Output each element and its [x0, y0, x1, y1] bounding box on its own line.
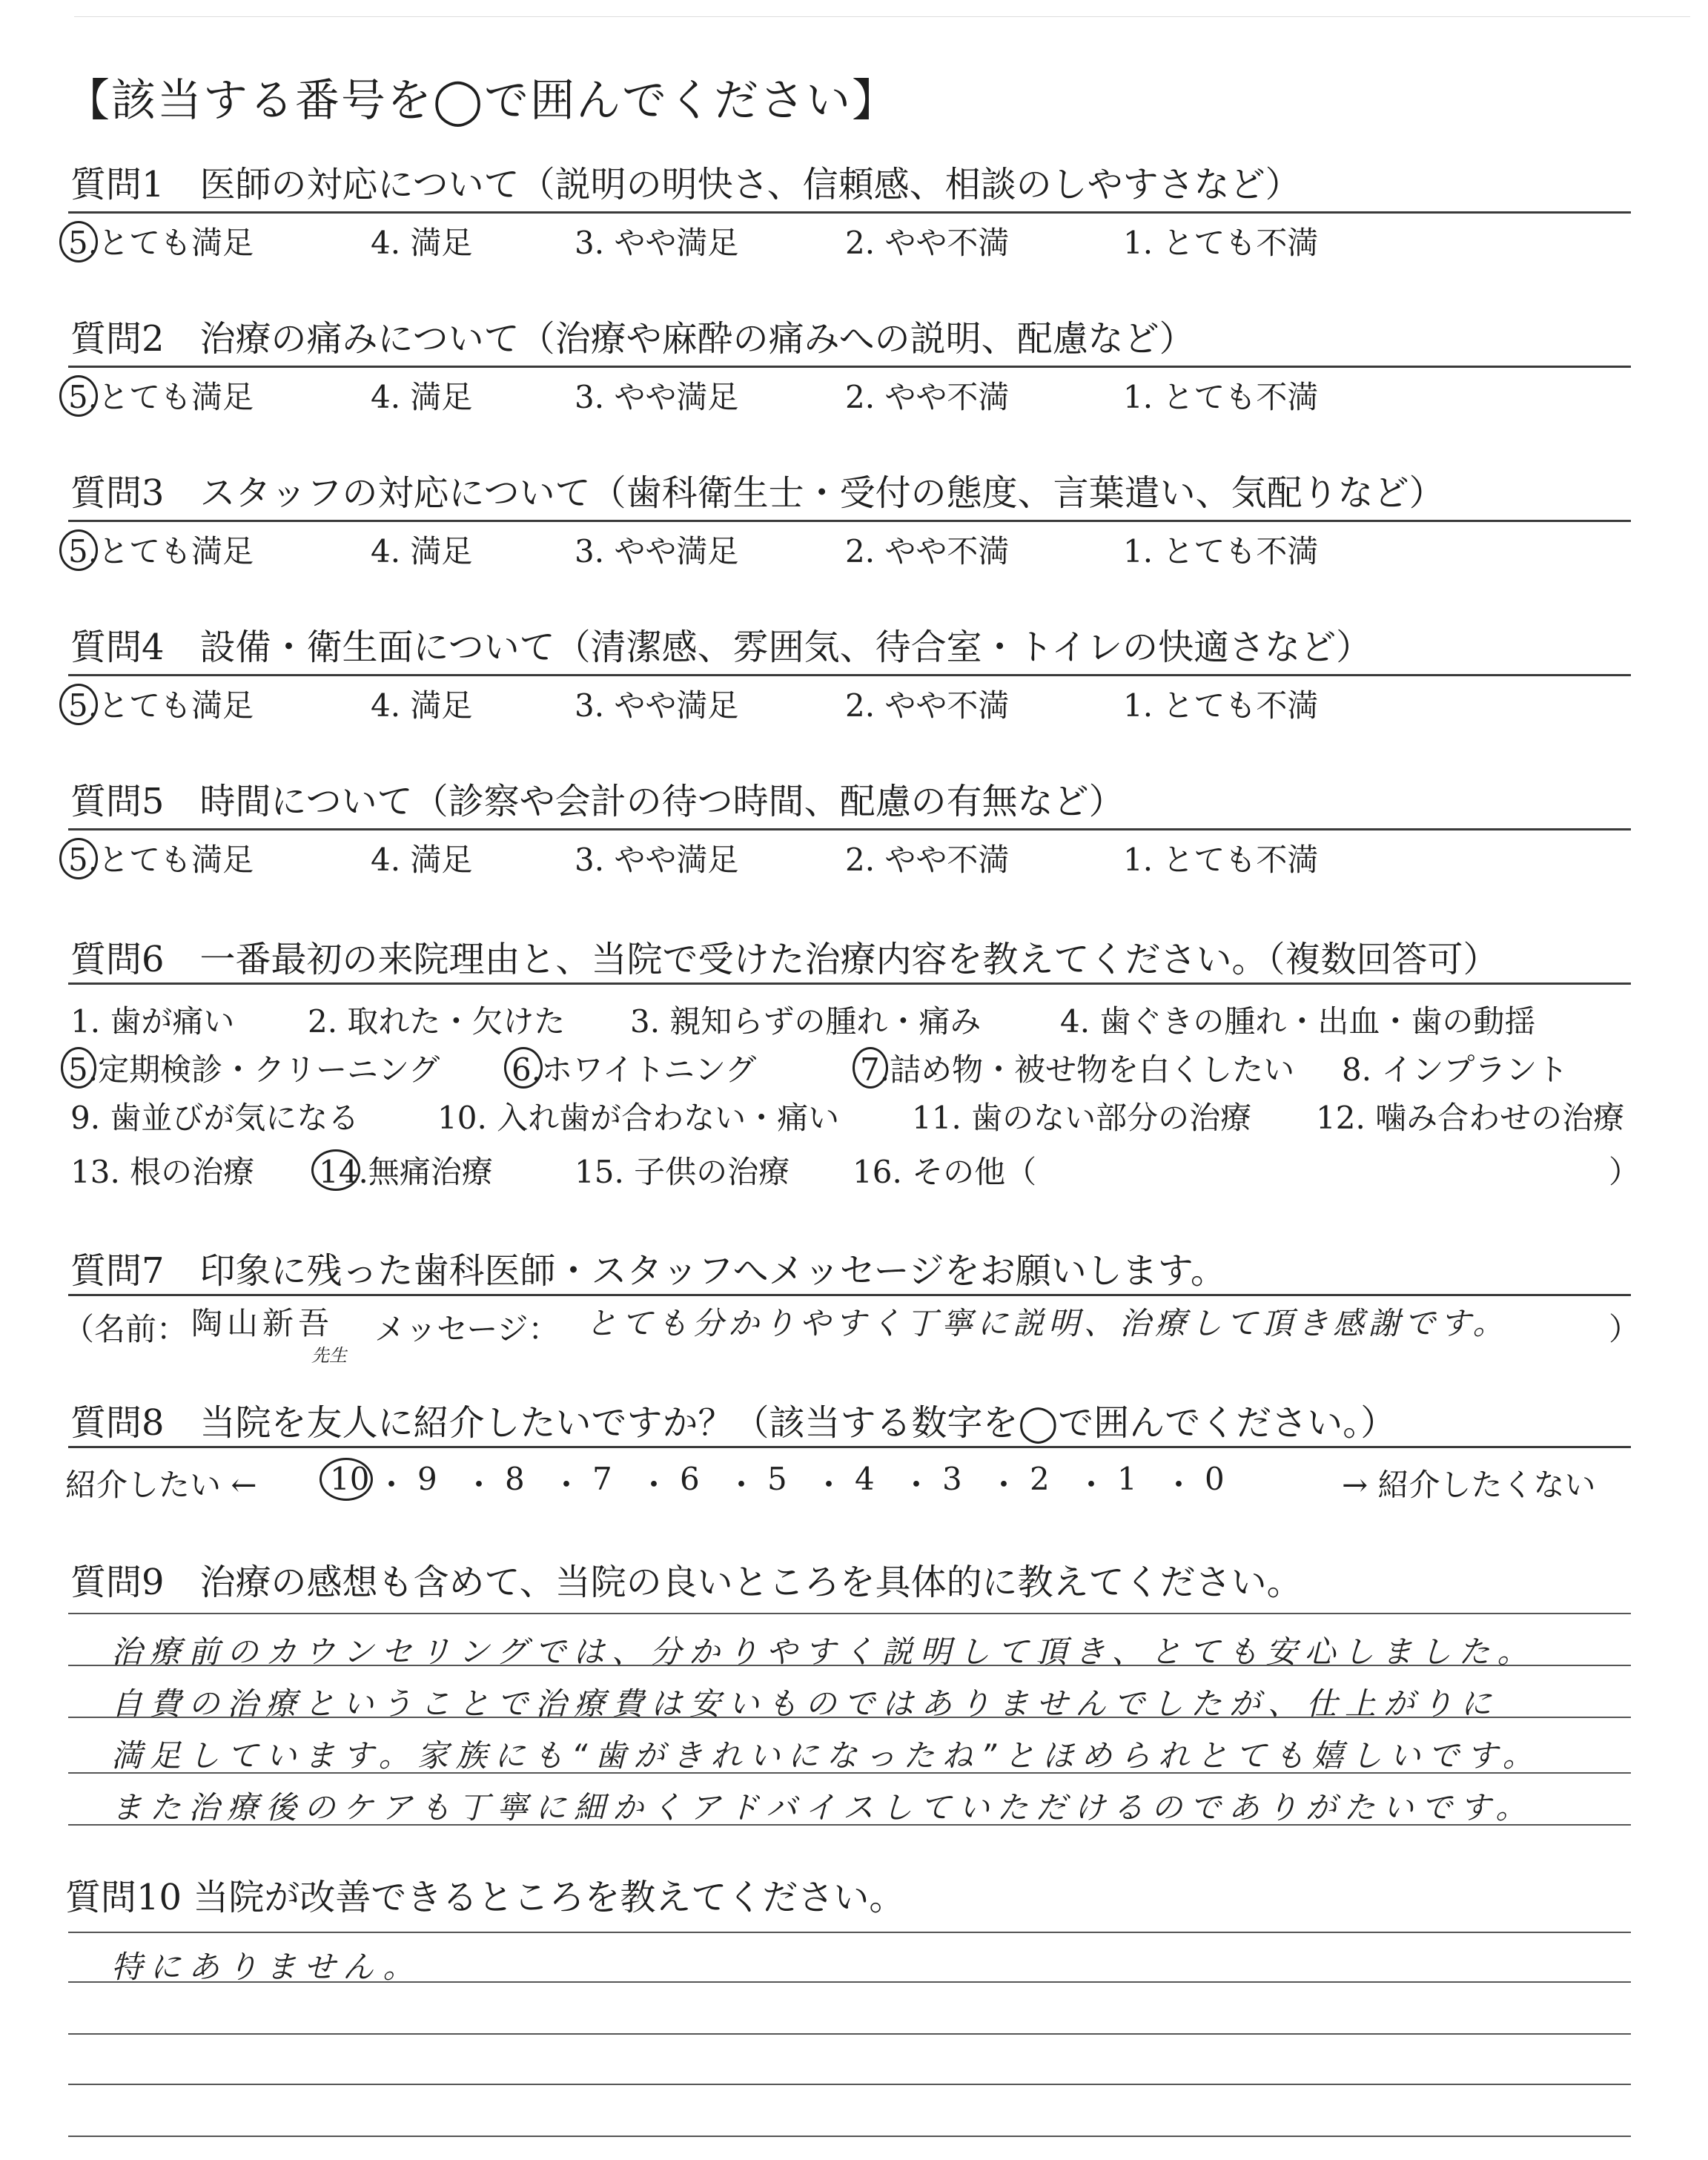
q8-separator: ・ — [988, 1467, 1020, 1503]
q6-option-11[interactable]: 11. 歯のない部分の治療 — [912, 1100, 1252, 1136]
q9-answer-line[interactable]: 治療前のカウンセリングでは、分かりやすく説明して頂き、とても安心しました。 — [111, 1634, 1536, 1670]
q4-option-1[interactable]: 1. とても不満 — [1123, 687, 1319, 724]
q6-option-7[interactable]: 7.詰め物・被せ物を白くしたい — [860, 1051, 1295, 1088]
q8-title: 質問8 当院を友人に紹介したいですか？（該当する数字を◯で囲んでください。） — [70, 1402, 1397, 1444]
q8-scale-8[interactable]: 8 — [505, 1461, 525, 1497]
q8-scale-6[interactable]: 6 — [680, 1461, 700, 1497]
page-title: 【該当する番号を◯で囲んでください】 — [65, 75, 898, 127]
q8-separator: ・ — [463, 1467, 495, 1503]
q3-rule — [68, 520, 1631, 522]
q4-selected-circle — [59, 684, 98, 725]
q4-option-4[interactable]: 4. 満足 — [371, 687, 473, 724]
q2-option-1[interactable]: 1. とても不満 — [1123, 379, 1319, 415]
q9-answer-line[interactable]: また治療後のケアも丁寧に細かくアドバイスしていただけるのでありがたいです。 — [111, 1789, 1535, 1826]
q8-scale-3[interactable]: 3 — [942, 1461, 962, 1497]
q6-option-3[interactable]: 3. 親知らずの腫れ・痛み — [630, 1003, 982, 1040]
q8-scale-7[interactable]: 7 — [592, 1461, 612, 1497]
q5-title: 質問5 時間について（診察や会計の待つ時間、配慮の有無など） — [70, 781, 1125, 822]
q1-option-2[interactable]: 2. やや不満 — [845, 225, 1010, 261]
q6-selected-circle-14 — [311, 1149, 360, 1191]
q7-title: 質問7 印象に残った歯科医師・スタッフへメッセージをお願いします。 — [70, 1250, 1226, 1292]
q9-answer-line[interactable]: 満足しています。家族にも“歯がきれいになったね”とほめられとても嬉しいです。 — [111, 1737, 1541, 1774]
q6-selected-circle-5 — [61, 1047, 96, 1089]
q6-option-4[interactable]: 4. 歯ぐきの腫れ・出血・歯の動揺 — [1060, 1003, 1536, 1040]
q2-selected-circle — [59, 375, 98, 417]
q6-option-9[interactable]: 9. 歯並びが気になる — [70, 1100, 360, 1136]
q7-name-label: （名前： — [63, 1311, 188, 1347]
q6-selected-circle-6 — [504, 1047, 543, 1089]
q6-option-8[interactable]: 8. インプラント — [1342, 1051, 1569, 1088]
q1-option-5[interactable]: 5.とても満足 — [68, 225, 254, 261]
q8-separator: ・ — [901, 1467, 933, 1503]
q7-name-suffix: 先生 — [311, 1345, 347, 1366]
q2-title: 質問2 治療の痛みについて（治療や麻酔の痛みへの説明、配慮など） — [70, 318, 1195, 360]
q10-line — [68, 2136, 1631, 2137]
q5-rule — [68, 828, 1631, 830]
q6-option-5[interactable]: 5.定期検診・クリーニング — [68, 1051, 440, 1088]
top-border — [74, 16, 1690, 17]
q8-separator: ・ — [813, 1467, 845, 1503]
q4-option-2[interactable]: 2. やや不満 — [845, 687, 1010, 724]
q8-separator: ・ — [551, 1467, 583, 1503]
q5-option-2[interactable]: 2. やや不満 — [845, 842, 1010, 878]
q5-selected-circle — [59, 838, 98, 879]
q1-option-4[interactable]: 4. 満足 — [371, 225, 473, 261]
q8-scale-2[interactable]: 2 — [1030, 1461, 1050, 1497]
q1-option-3[interactable]: 3. やや満足 — [575, 225, 739, 261]
q6-option-12[interactable]: 12. 噛み合わせの治療 — [1316, 1100, 1625, 1136]
q8-separator: ・ — [1163, 1467, 1195, 1503]
q10-line — [68, 1932, 1631, 1933]
q2-option-3[interactable]: 3. やや満足 — [575, 379, 739, 415]
q8-separator: ・ — [376, 1467, 408, 1503]
q6-option-1[interactable]: 1. 歯が痛い — [70, 1003, 235, 1040]
q6-option-16[interactable]: 16. その他（ — [853, 1154, 1037, 1190]
q8-separator: ・ — [638, 1467, 670, 1503]
q7-name-value[interactable]: 陶山新吾 — [191, 1305, 334, 1341]
q3-selected-circle — [59, 529, 98, 571]
q7-rule — [68, 1294, 1631, 1296]
q5-option-1[interactable]: 1. とても不満 — [1123, 842, 1319, 878]
q2-rule — [68, 366, 1631, 368]
q1-title: 質問1 医師の対応について（説明の明快さ、信頼感、相談のしやすさなど） — [70, 164, 1301, 205]
q6-selected-circle-7 — [853, 1047, 888, 1089]
q8-scale-5[interactable]: 5 — [767, 1461, 787, 1497]
q6-title: 質問6 一番最初の来院理由と、当院で受けた治療内容を教えてください。（複数回答可） — [70, 939, 1499, 980]
q3-option-5[interactable]: 5.とても満足 — [68, 533, 254, 569]
q9-line — [68, 1613, 1631, 1614]
q3-option-1[interactable]: 1. とても不満 — [1123, 533, 1319, 569]
q1-rule — [68, 211, 1631, 214]
q8-left-label: 紹介したい ← — [65, 1467, 257, 1503]
q7-message-label: メッセージ： — [374, 1311, 560, 1347]
q6-option-10[interactable]: 10. 入れ歯が合わない・痛い — [437, 1100, 840, 1136]
q6-option-6[interactable]: 6.ホワイトニング — [512, 1051, 757, 1088]
q8-scale-1[interactable]: 1 — [1117, 1461, 1137, 1497]
q10-title: 質問10 当院が改善できるところを教えてください。 — [65, 1877, 905, 1918]
q6-other-close: ） — [1609, 1154, 1641, 1190]
q8-separator: ・ — [1076, 1467, 1108, 1503]
q3-option-2[interactable]: 2. やや不満 — [845, 533, 1010, 569]
q5-option-4[interactable]: 4. 満足 — [371, 842, 473, 878]
q6-option-2[interactable]: 2. 取れた・欠けた — [308, 1003, 566, 1040]
q8-scale-10[interactable]: 10 — [330, 1461, 370, 1497]
q9-answer-line[interactable]: 自費の治療ということで治療費は安いものではありませんでしたが、仕上がりに — [111, 1685, 1500, 1722]
q5-option-5[interactable]: 5.とても満足 — [68, 842, 254, 878]
q2-option-5[interactable]: 5.とても満足 — [68, 379, 254, 415]
q2-option-2[interactable]: 2. やや不満 — [845, 379, 1010, 415]
q8-scale-9[interactable]: 9 — [417, 1461, 437, 1497]
q8-right-label: → 紹介したくない — [1342, 1467, 1596, 1503]
q10-line — [68, 2084, 1631, 2085]
q2-option-4[interactable]: 4. 満足 — [371, 379, 473, 415]
q3-option-4[interactable]: 4. 満足 — [371, 533, 473, 569]
q8-selected-circle — [320, 1458, 373, 1501]
q10-line — [68, 2033, 1631, 2035]
q7-message-value[interactable]: とても分かりやすく丁寧に説明、治療して頂き感謝です。 — [586, 1305, 1509, 1341]
q10-answer-line[interactable]: 特にありません。 — [111, 1949, 422, 1985]
q9-title: 質問9 治療の感想も含めて、当院の良いところを具体的に教えてください。 — [70, 1562, 1302, 1603]
q1-selected-circle — [59, 221, 98, 262]
q4-option-3[interactable]: 3. やや満足 — [575, 687, 739, 724]
q4-option-5[interactable]: 5.とても満足 — [68, 687, 254, 724]
q8-scale-4[interactable]: 4 — [855, 1461, 875, 1497]
q6-rule — [68, 982, 1631, 985]
q4-title: 質問4 設備・衛生面について（清潔感、雰囲気、待合室・トイレの快適さなど） — [70, 627, 1372, 668]
q1-option-1[interactable]: 1. とても不満 — [1123, 225, 1319, 261]
q8-rule — [68, 1446, 1631, 1448]
q7-close: ） — [1609, 1311, 1641, 1347]
q4-rule — [68, 674, 1631, 676]
q8-separator: ・ — [726, 1467, 758, 1503]
q3-option-3[interactable]: 3. やや満足 — [575, 533, 739, 569]
q3-title: 質問3 スタッフの対応について（歯科衛生士・受付の態度、言葉遣い、気配りなど） — [70, 472, 1445, 514]
q6-option-15[interactable]: 15. 子供の治療 — [575, 1154, 790, 1190]
q6-option-14[interactable]: 14.無痛治療 — [319, 1154, 493, 1190]
q6-option-13[interactable]: 13. 根の治療 — [70, 1154, 255, 1190]
q5-option-3[interactable]: 3. やや満足 — [575, 842, 739, 878]
q8-scale-0[interactable]: 0 — [1205, 1461, 1225, 1497]
